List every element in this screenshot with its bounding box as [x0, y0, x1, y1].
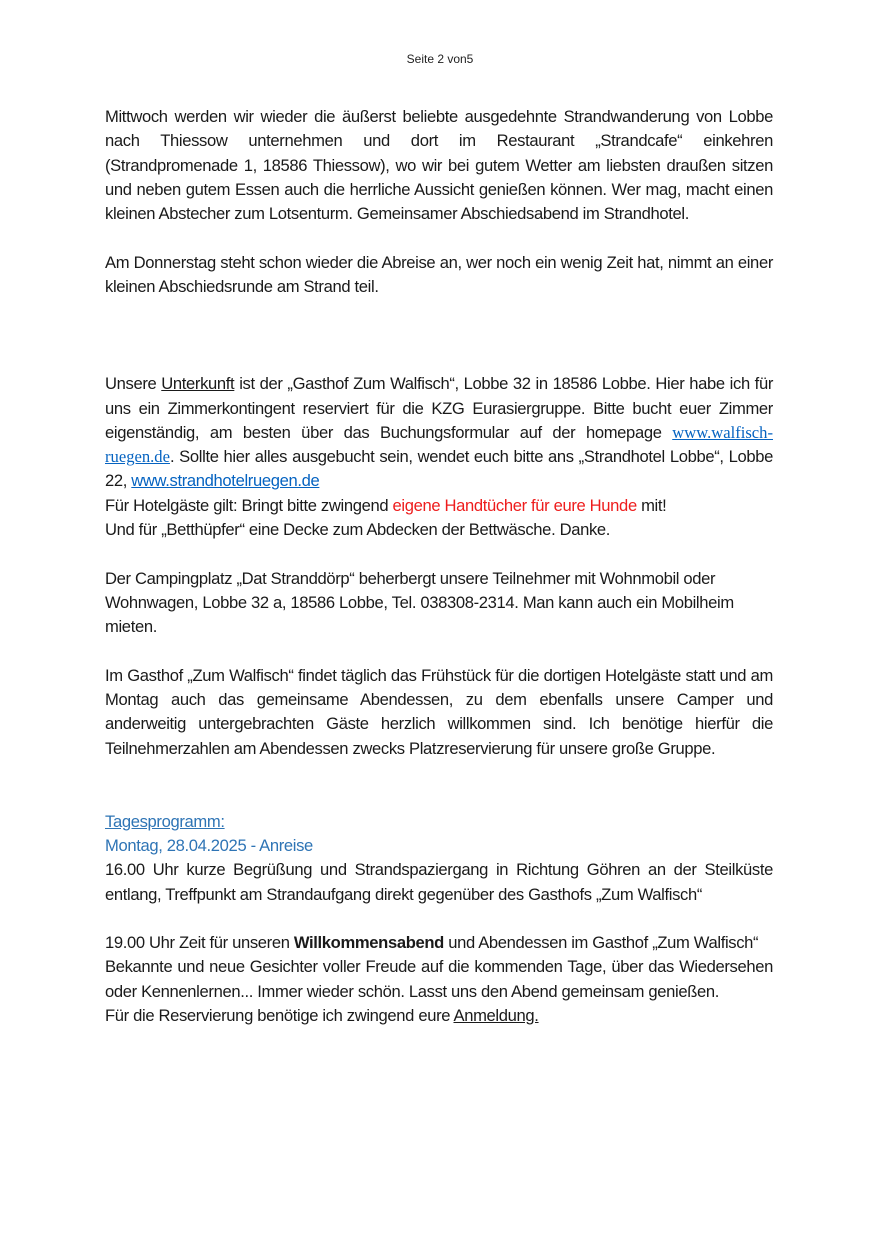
- accommodation-text-2: . Sollte hier alles ausgebucht sein, wendet euch bitte ans „Strandhotel Lobbe“, Lobbe 22,: [105, 447, 773, 491]
- accommodation-prefix: Unsere: [105, 374, 162, 394]
- program-welcome-text: Bekannte und neue Gesichter voller Freude auf die kommenden Tage, über das Wiedersehen oder Kennenlernen... Immer wieder schön. Lasst uns den Abend gemeinsam genießen.: [105, 957, 773, 1001]
- towels-highlight: eigene Handtücher für eure Hunde: [392, 495, 637, 515]
- spacer: [105, 907, 773, 931]
- spacer: [105, 299, 773, 372]
- program-day-title: Montag, 28.04.2025 - Anreise: [105, 835, 313, 855]
- program-reservation: [105, 1004, 773, 1028]
- document-body: [105, 105, 773, 1028]
- spacer: [105, 542, 773, 566]
- strandhotel-website-link[interactable]: www.strandhotelruegen.de: [131, 471, 320, 491]
- item-1900-prefix: 19.00 Uhr Zeit für unseren: [105, 933, 294, 953]
- paragraph-accommodation: [105, 372, 773, 493]
- item-1900-suffix: und Abendessen im Gasthof „Zum Walfisch“: [443, 933, 759, 953]
- accommodation-text-1: ist der „Gasthof Zum Walfisch“, Lobbe 32 in 18586 Lobbe. Hier habe ich für uns ein Zimmerkontingent reserviert für die KZG Eurasiergruppe. Bitte bucht euer Zimmer eigenständig, am besten über das Buchungsformular auf der homepage: [105, 374, 773, 442]
- spacer: [105, 761, 773, 810]
- paragraph-towels: [105, 494, 773, 518]
- walfisch-website-link[interactable]: www.walfisch-ruegen.de: [105, 422, 773, 467]
- program-item-1900: [105, 931, 773, 955]
- paragraph-breakfast: Im Gasthof „Zum Walfisch“ findet täglich das Frühstück für die dortigen Hotelgäste statt und am Montag auch das gemeinsame Abendessen, zu dem ebenfalls unsere Camper und anderweitig untergebrachten Gäste herzlich willkommen sind. Ich benötige hierfür die Teilnehmerzahlen am Abendessen zwecks Platzreservierung für unsere große Gruppe.: [105, 665, 773, 758]
- page-number-header: Seite 2 von5: [406, 52, 474, 66]
- paragraph-blanket: Und für „Betthüpfer“ eine Decke zum Abdecken der Bettwäsche. Danke.: [105, 520, 611, 540]
- spacer: [105, 226, 773, 250]
- reservation-underlined: Anmeldung.: [453, 1005, 539, 1025]
- program-heading: Tagesprogramm:: [105, 811, 225, 831]
- paragraph-thursday: Am Donnerstag steht schon wieder die Abreise an, wer noch ein wenig Zeit hat, nimmt an einer kleinen Abschiedsrunde am Strand teil.: [105, 252, 773, 297]
- program-item-1600: 16.00 Uhr kurze Begrüßung und Strandspaziergang in Richtung Göhren an der Steilküste entlang, Treffpunkt am Strandaufgang direkt gegenüber des Gasthofs „Zum Walfisch“: [105, 860, 773, 904]
- spacer: [105, 640, 773, 664]
- item-1900-bold: Willkommensabend: [293, 933, 444, 953]
- paragraph-camping: Der Campingplatz „Dat Stranddörp“ beherbergt unsere Teilnehmer mit Wohnmobil oder Wohnwagen, Lobbe 32 a, 18586 Lobbe, Tel. 038308-2314. Man kann auch ein Mobilheim mieten.: [105, 568, 734, 637]
- paragraph-wednesday: Mittwoch werden wir wieder die äußerst beliebte ausgedehnte Strandwanderung von Lobbe nach Thiessow unternehmen und dort im Restaurant „Strandcafe“ einkehren (Strandpromenade 1, 18586 Thiessow), wo wir bei gutem Wetter am liebsten draußen sitzen und neben gutem Essen auch die herrliche Aussicht genießen können. Wer mag, macht einen kleinen Abstecher zum Lotsenturm. Gemeinsamer Abschiedsabend im Strandhotel.: [105, 107, 773, 224]
- towels-suffix: mit!: [636, 495, 667, 515]
- accommodation-underlined-term: Unterkunft: [161, 374, 235, 394]
- towels-prefix: Für Hotelgäste gilt: Bringt bitte zwingend: [105, 495, 393, 515]
- reservation-prefix: Für die Reservierung benötige ich zwingend eure: [105, 1005, 454, 1025]
